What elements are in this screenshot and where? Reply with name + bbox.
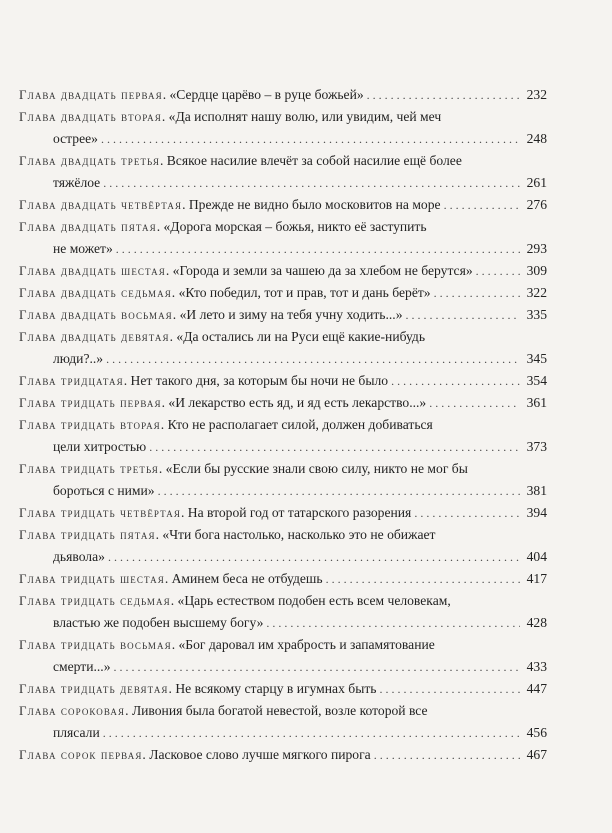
chapter-title: . На второй год от татарского разорения — [180, 505, 412, 520]
toc-entry — [19, 590, 547, 634]
toc-entry — [19, 634, 547, 678]
chapter-title: . «И лето и зиму на тебя учну ходить...» — [172, 307, 403, 322]
page-number: 394 — [526, 505, 547, 520]
page-number: 433 — [526, 659, 547, 674]
chapter-title-continued: бороться с ними» — [53, 483, 155, 498]
chapter-number: Глава двадцать шестая — [19, 263, 166, 278]
toc-entry — [19, 216, 547, 260]
page-number: 261 — [526, 175, 547, 190]
chapter-title-continued: тяжёлое — [53, 175, 101, 190]
page-number: 404 — [526, 549, 547, 564]
page-number: 322 — [526, 285, 547, 300]
chapter-number: Глава тридцать шестая — [19, 571, 165, 586]
dot-leader — [434, 282, 520, 304]
chapter-title: . «И лекарство есть яд, и яд есть лекарство...» — [161, 395, 427, 410]
dot-leader — [106, 348, 520, 370]
chapter-title: . «Города и земли за чашею да за хлебом не берутся» — [165, 263, 473, 278]
chapter-title-continued: люди?..» — [53, 351, 104, 366]
chapter-number: Глава двадцать четвёртая — [19, 197, 183, 212]
chapter-title-continued: смерти...» — [53, 659, 111, 674]
toc-entry — [19, 568, 547, 590]
toc-entry — [19, 700, 547, 744]
page-number: 417 — [526, 571, 547, 586]
chapter-title-continued: цели хитростью — [53, 439, 147, 454]
chapter-title: . Ливония была богатой невестой, возле которой все — [125, 703, 428, 718]
chapter-number: Глава тридцать седьмая — [19, 593, 171, 608]
page-number: 293 — [526, 241, 547, 256]
table-of-contents — [19, 84, 547, 766]
dot-leader — [379, 678, 520, 700]
chapter-title-continued: властью же подобен высшему богу» — [53, 615, 264, 630]
chapter-title: . Не всякому старцу в игумнах быть — [168, 681, 377, 696]
toc-entry — [19, 392, 547, 414]
page-number: 354 — [526, 373, 547, 388]
chapter-number: Глава двадцать девятая — [19, 329, 170, 344]
dot-leader — [374, 744, 520, 766]
dot-leader — [429, 392, 520, 414]
chapter-number: Глава тридцать девятая — [19, 681, 169, 696]
page-number: 467 — [526, 747, 547, 762]
dot-leader — [103, 172, 520, 194]
chapter-number: Глава сороковая — [19, 703, 126, 718]
chapter-title: . «Дорога морская – божья, никто её заступить — [156, 219, 427, 234]
chapter-title: . Всякое насилие влечёт за собой насилие ещё более — [159, 153, 462, 168]
toc-entry — [19, 260, 547, 282]
toc-entry — [19, 458, 547, 502]
page-number: 232 — [526, 87, 547, 102]
page-number: 345 — [526, 351, 547, 366]
page-number: 447 — [526, 681, 547, 696]
chapter-title: . «Царь естеством подобен есть всем человекам, — [170, 593, 451, 608]
chapter-title: . Кто не располагает силой, должен добиваться — [160, 417, 433, 432]
chapter-title: . «Да исполнят нашу волю, или увидим, чей меч — [161, 109, 442, 124]
chapter-number: Глава тридцать вторая — [19, 417, 161, 432]
page-number: 276 — [526, 197, 547, 212]
chapter-number: Глава тридцать третья — [19, 461, 159, 476]
page-number: 381 — [526, 483, 547, 498]
chapter-title-continued: плясали — [53, 725, 100, 740]
toc-entry — [19, 282, 547, 304]
chapter-number: Глава тридцать четвёртая — [19, 505, 181, 520]
toc-entry — [19, 370, 547, 392]
page-number: 373 — [526, 439, 547, 454]
chapter-number: Глава двадцать восьмая — [19, 307, 173, 322]
chapter-title-continued: острее» — [53, 131, 98, 146]
page-number: 248 — [526, 131, 547, 146]
toc-entry — [19, 194, 547, 216]
toc-entry — [19, 304, 547, 326]
dot-leader — [101, 128, 520, 150]
chapter-title: . «Да остались ли на Руси ещё какие-нибудь — [169, 329, 426, 344]
dot-leader — [476, 260, 520, 282]
dot-leader — [414, 502, 520, 524]
page-number: 309 — [526, 263, 547, 278]
chapter-title: . Аминем беса не отбудешь — [164, 571, 323, 586]
dot-leader — [103, 722, 520, 744]
dot-leader — [391, 370, 520, 392]
toc-entry — [19, 326, 547, 370]
chapter-number: Глава тридцатая — [19, 373, 124, 388]
chapter-number: Глава двадцать седьмая — [19, 285, 172, 300]
page-number: 428 — [526, 615, 547, 630]
chapter-number: Глава тридцать восьмая — [19, 637, 172, 652]
dot-leader — [114, 656, 521, 678]
dot-leader — [444, 194, 520, 216]
dot-leader — [406, 304, 520, 326]
chapter-number: Глава тридцать пятая — [19, 527, 156, 542]
toc-entry — [19, 150, 547, 194]
chapter-title-continued: дьявола» — [53, 549, 105, 564]
chapter-title: . «Кто победил, тот и прав, тот и дань берёт» — [171, 285, 431, 300]
chapter-number: Глава двадцать первая — [19, 87, 163, 102]
chapter-number: Глава сорок первая — [19, 747, 143, 762]
chapter-title: . Нет такого дня, за которым бы ночи не было — [123, 373, 389, 388]
dot-leader — [326, 568, 520, 590]
page-number: 361 — [526, 395, 547, 410]
toc-entry — [19, 106, 547, 150]
dot-leader — [116, 238, 520, 260]
page-number: 456 — [526, 725, 547, 740]
chapter-title: . Ласковое слово лучше мягкого пирога — [142, 747, 371, 762]
toc-entry — [19, 744, 547, 766]
chapter-number: Глава двадцать третья — [19, 153, 160, 168]
chapter-title: . Прежде не видно было московитов на море — [182, 197, 441, 212]
toc-entry — [19, 414, 547, 458]
chapter-title-continued: не может» — [53, 241, 113, 256]
dot-leader — [149, 436, 520, 458]
dot-leader — [266, 612, 520, 634]
chapter-title: . «Чти бога настолько, насколько это не обижает — [155, 527, 436, 542]
chapter-title: . «Если бы русские знали свою силу, никто не мог бы — [158, 461, 468, 476]
chapter-title: . «Сердце царёво – в руце божьей» — [162, 87, 364, 102]
dot-leader — [367, 84, 520, 106]
toc-entry — [19, 524, 547, 568]
chapter-title: . «Бог даровал им храбрость и запамятование — [171, 637, 435, 652]
toc-entry — [19, 84, 547, 106]
toc-entry — [19, 502, 547, 524]
chapter-number: Глава двадцать пятая — [19, 219, 157, 234]
chapter-number: Глава двадцать вторая — [19, 109, 162, 124]
dot-leader — [158, 480, 520, 502]
dot-leader — [108, 546, 520, 568]
page-number: 335 — [526, 307, 547, 322]
toc-entry — [19, 678, 547, 700]
chapter-number: Глава тридцать первая — [19, 395, 162, 410]
